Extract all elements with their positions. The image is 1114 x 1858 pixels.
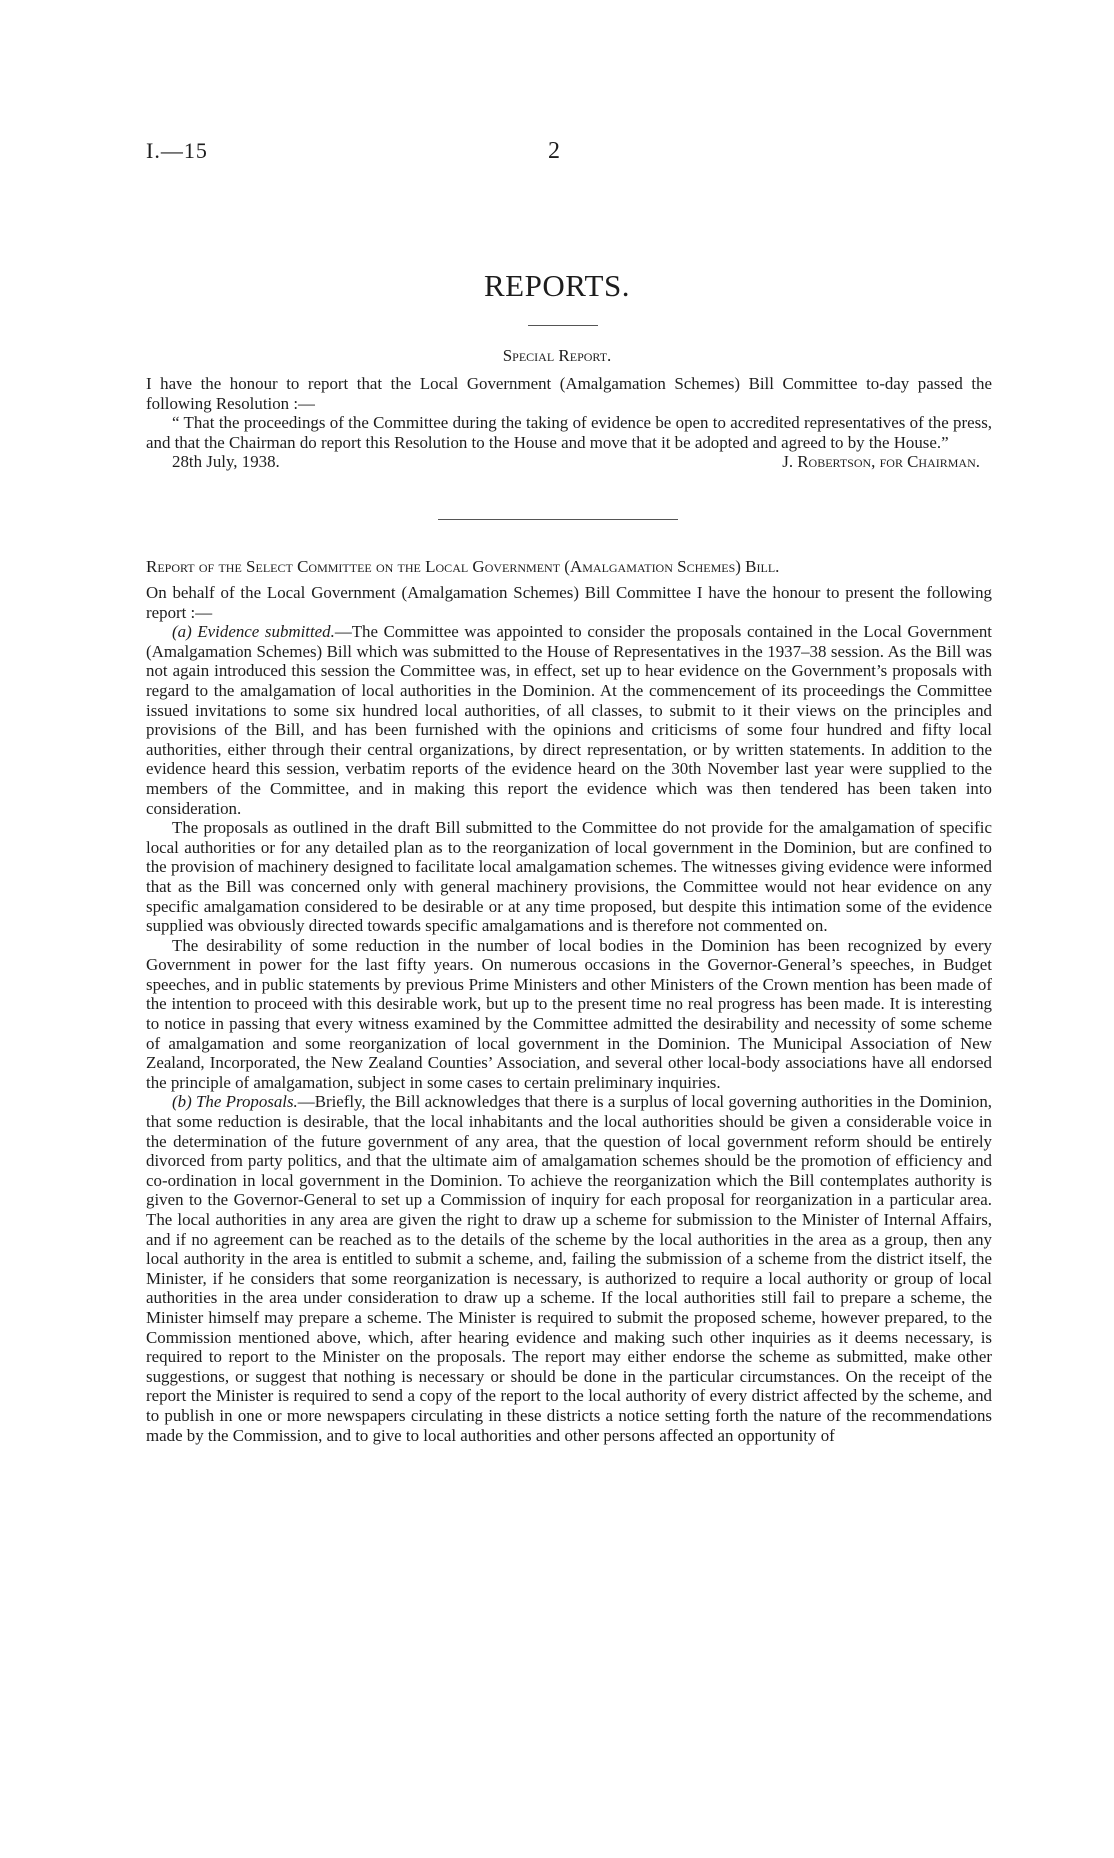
report-date: 28th July, 1938.	[172, 452, 280, 472]
special-report-para-1: I have the honour to report that the Local Government (Amalgamation Schemes) Bill Committee to-day passed the following Resolution :—	[146, 374, 992, 413]
select-report-heading: Report of the Select Committee on the Local Government (Amalgamation Schemes) Bill.	[146, 557, 780, 576]
resolution-quote: “ That the proceedings of the Committee during the taking of evidence be open to accredited representatives of the press, and that the Chairman do report this Resolution to the House and move that it be adopted and agreed to by the House.”	[146, 413, 992, 452]
page-number: 2	[548, 138, 560, 164]
special-report-body	[146, 374, 992, 472]
paper-reference: I.—15	[146, 138, 208, 163]
page-title: REPORTS.	[484, 268, 630, 303]
para-b-text: —Briefly, the Bill acknowledges that there is a surplus of local governing authorities in the Dominion, that some reduction is desirable, that the local inhabitants and the local authorities should be given a considerable voice in the determination of the future government of any area, that the question of local government reform should be entirely divorced from party politics, and that the ultimate aim of amalgamation schemes should be the promotion of efficiency and co-ordination in local government in the Dominion. To achieve the reorganization which the Bill contemplates authority is given to the Governor-General to set up a Commission of inquiry for each proposal for reorganization in a particular area. The local authorities in any area are given the right to draw up a scheme for submission to the Minister of Internal Affairs, and if no agreement can be reached as to the details of the scheme by the local authorities in the area as a group, then any local authority in the area is entitled to submit a scheme, and, failing the submission of a scheme from the district itself, the Minister, if he considers that some reorganization is necessary, is authorized to require a local authority or group of local authorities in the area under consideration to draw up a scheme. If the local authorities still fail to prepare a scheme, the Minister himself may prepare a scheme. The Minister is required to submit the proposed scheme, however prepared, to the Commission mentioned above, which, after hearing evidence and making such other inquiries as it deems necessary, is required to report to the Minister on the proposals. The report may either endorse the scheme as submitted, make other suggestions, or suggest that nothing is necessary or should be done in the particular circumstances. On the receipt of the report the Minister is required to send a copy of the report to the local authority of every district affected by the scheme, and to publish in one or more newspapers circulating in these districts a notice setting forth the nature of the recommendations made by the Commission, and to give to local authorities and other persons affected an opportunity of	[146, 1092, 992, 1445]
para-b-label: (b) The Proposals.	[172, 1092, 298, 1112]
para-evidence-submitted	[146, 622, 992, 818]
special-report-heading: Special Report.	[502, 346, 612, 365]
para-proposals-outline: The proposals as outlined in the draft Bill submitted to the Committee do not provide for the amalgamation of specific local authorities or for any detailed plan as to the reorganization of local government in the Dominion, but are confined to the provision of machinery designed to facilitate local amalgamation schemes. The witnesses giving evidence were informed that as the Bill was concerned only with general machinery provisions, the Committee would not hear evidence on any specific amalgamation considered to be desirable or at any time proposed, but despite this intimation some of the evidence supplied was obviously directed towards specific amalgamations and is therefore not commented on.	[146, 818, 992, 936]
signature: J. Robertson, for Chairman.	[782, 452, 980, 472]
para-a-label: (a) Evidence submitted.	[172, 622, 335, 642]
para-desirability: The desirability of some reduction in the number of local bodies in the Dominion has been recognized by every Government in power for the last fifty years. On numerous occasions in the Governor-General’s speeches, in Budget speeches, and in public statements by previous Prime Ministers and other Ministers of the Crown mention has been made of the intention to proceed with this desirable work, but up to the present time no real progress has been made. It is interesting to notice in passing that every witness examined by the Committee admitted the desirability and necessity of some scheme of amalgamation and some reorganization of local government in the Dominion. The Municipal Association of New Zealand, Incorporated, the New Zealand Counties’ Association, and several other local-body associations have all endorsed the principle of amalgamation, subject in some cases to certain preliminary inquiries.	[146, 935, 992, 1092]
section-rule	[438, 519, 678, 520]
para-the-proposals	[146, 1092, 992, 1445]
select-report-body	[146, 583, 992, 1445]
dateline	[146, 452, 992, 472]
title-rule	[528, 325, 598, 326]
select-report-intro: On behalf of the Local Government (Amalgamation Schemes) Bill Committee I have the honour to present the following report :—	[146, 583, 992, 622]
para-a-text: —The Committee was appointed to consider the proposals contained in the Local Government (Amalgamation Schemes) Bill which was submitted to the House of Representatives in the 1937–38 session. As the Bill was not again introduced this session the Committee was, in effect, set up to hear evidence on the Government’s proposals with regard to the amalgamation of local authorities in the Dominion. At the commencement of its proceedings the Committee issued invitations to some six hundred local authorities, of all classes, to submit to it their views on the principles and provisions of the Bill, and has been furnished with the opinions and criticisms of some four hundred and fifty local authorities, either through their central organizations, by direct representation, or by written statements. In addition to the evidence heard this session, verbatim reports of the evidence heard on the 30th November last year were supplied to the members of the Committee, and in making this report the evidence which was then tendered has been taken into consideration.	[146, 622, 992, 818]
